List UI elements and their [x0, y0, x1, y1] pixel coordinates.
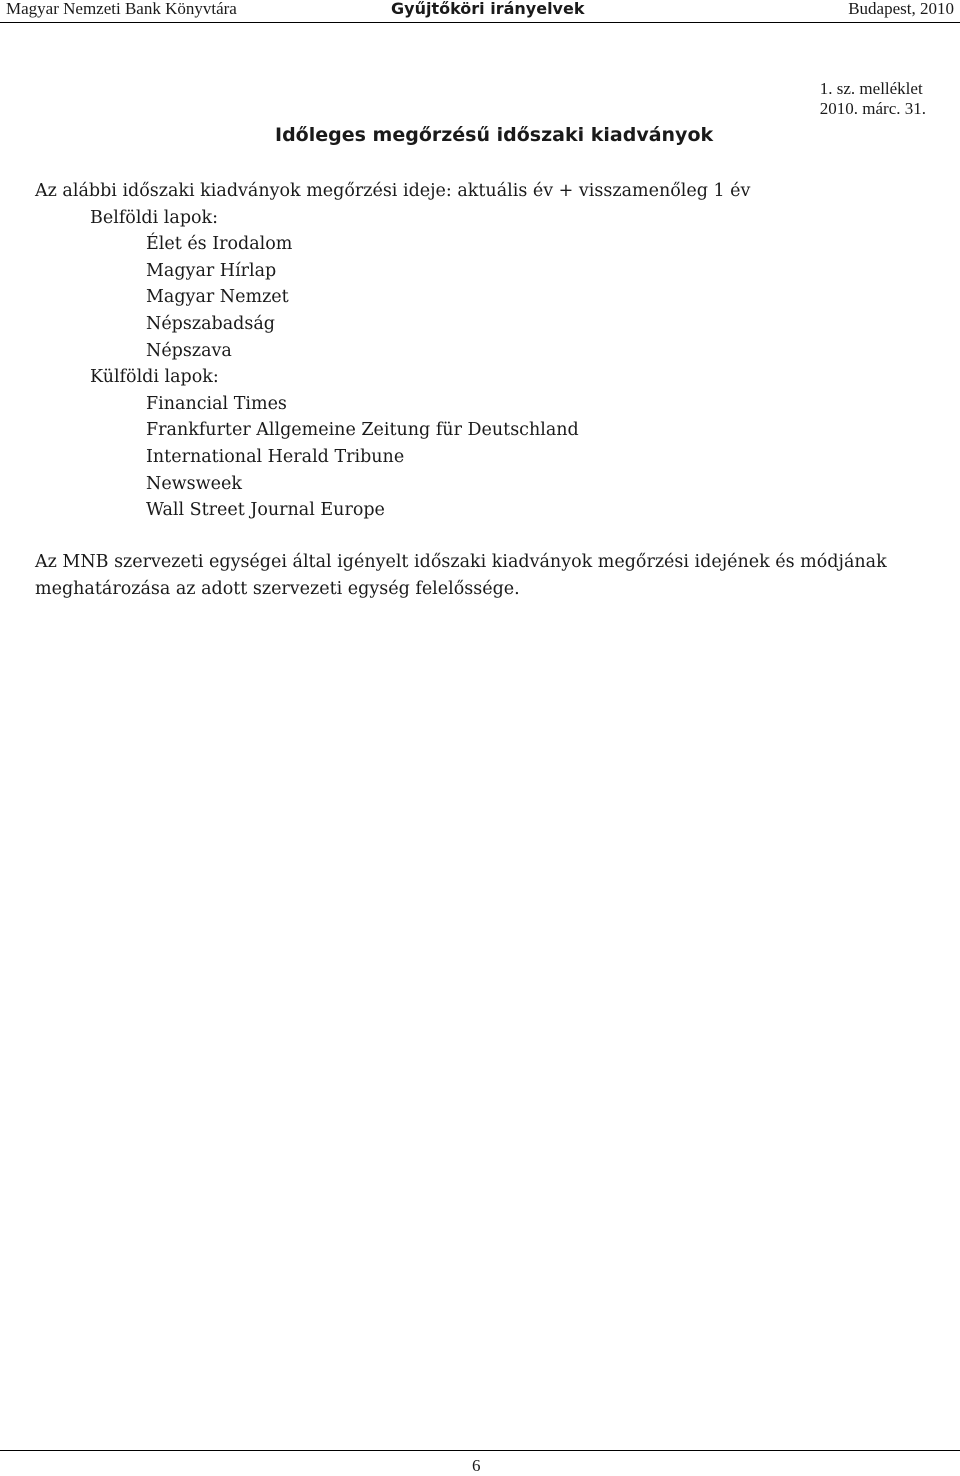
list-item: Magyar Hírlap [146, 260, 277, 281]
page-title: Időleges megőrzésű időszaki kiadványok [275, 124, 714, 146]
header-place-date: Budapest, 2010 [848, 0, 954, 18]
closing-line: Az MNB szervezeti egységei által igényelt időszaki kiadványok megőrzési idejének és módjának [35, 552, 887, 572]
list-item: Népszava [146, 340, 232, 361]
list-item: Magyar Nemzet [146, 287, 289, 308]
page-number: 6 [472, 1456, 481, 1475]
annex-label [820, 79, 926, 119]
list-item: Élet és Irodalom [146, 234, 293, 255]
closing-paragraph [35, 549, 935, 602]
annex-number: 1. sz. melléklet [819, 79, 923, 98]
running-header [0, 0, 960, 23]
list-item: Newsweek [146, 473, 242, 494]
intro-sentence: Az alábbi időszaki kiadványok megőrzési ideje: aktuális év + visszamenőleg 1 év [35, 181, 751, 201]
list-item: International Herald Tribune [146, 446, 405, 467]
list-item: Népszabadság [146, 313, 275, 334]
list-item: Wall Street Journal Europe [146, 500, 385, 521]
periodicals-list [35, 178, 925, 524]
closing-line: meghatározása az adott szervezeti egység felelőssége. [35, 578, 520, 599]
annex-date: 2010. márc. 31. [819, 99, 926, 118]
list-item: Frankfurter Allgemeine Zeitung für Deutschland [146, 420, 579, 441]
list-item: Financial Times [146, 393, 287, 414]
domestic-heading: Belföldi lapok: [90, 207, 219, 228]
footer-divider [0, 1450, 960, 1451]
header-library-name: Magyar Nemzeti Bank Könyvtára [6, 0, 237, 18]
foreign-heading: Külföldi lapok: [90, 367, 219, 388]
header-document-title: Gyűjtőköri irányelvek [391, 0, 585, 18]
